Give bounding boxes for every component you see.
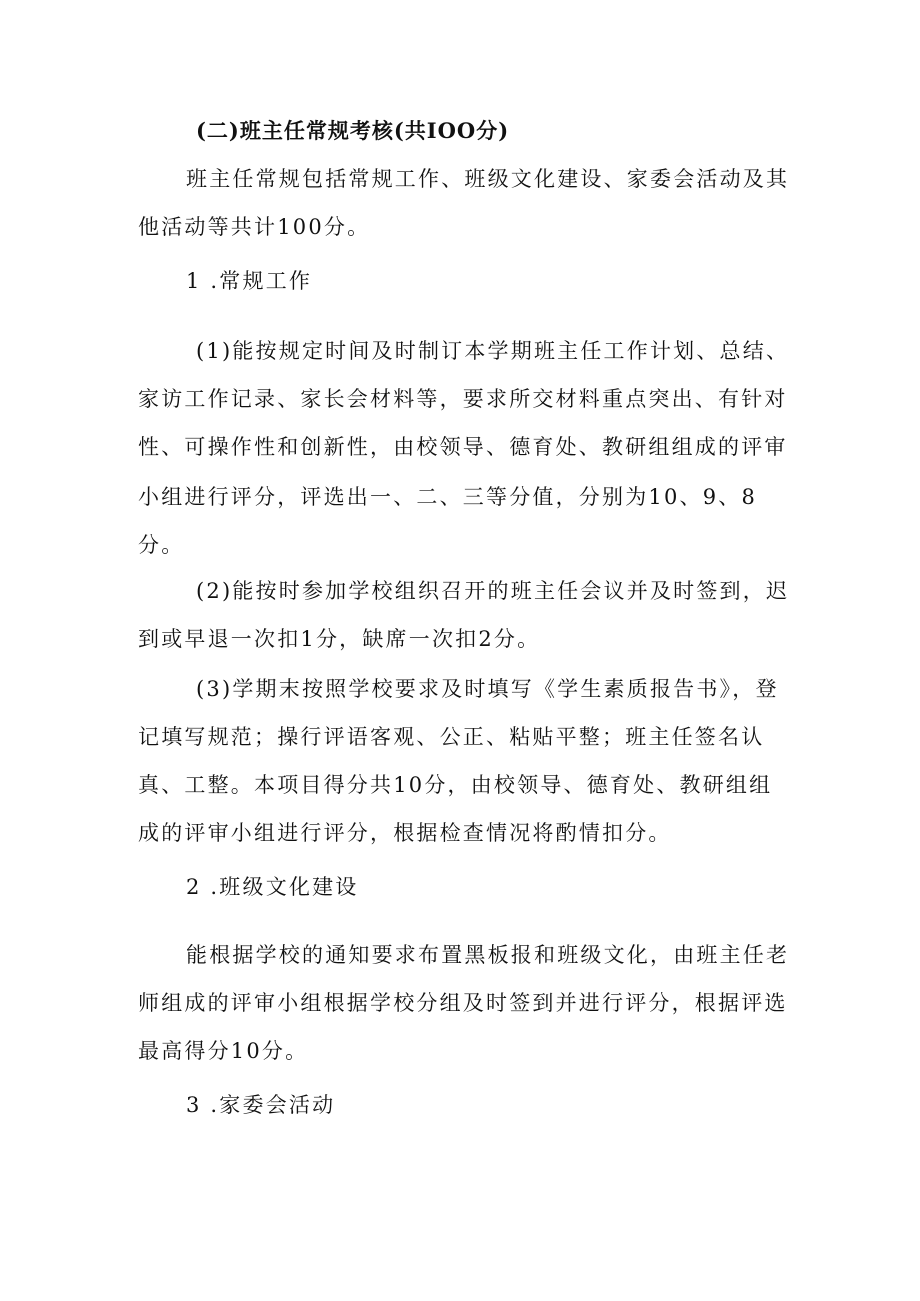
intro-line-2: 他活动等共计100分。 <box>138 215 371 239</box>
heading-parent-committee: 3 .家委会活动 <box>186 1093 336 1117</box>
item-1-line-2: 家访工作记录、家长会材料等，要求所交材料重点突出、有针对 <box>138 387 788 411</box>
item-3-line-4: 成的评审小组进行评分，根据检查情况将酌情扣分。 <box>138 821 672 845</box>
item-3-line-3: 真、工整。本项目得分共10分，由校领导、德育处、教研组组 <box>138 773 773 797</box>
class-culture-line-2: 师组成的评审小组根据学校分组及时签到并进行评分，根据评选 <box>138 991 788 1015</box>
class-culture-line-1: 能根据学校的通知要求布置黑板报和班级文化，由班主任老 <box>186 943 790 967</box>
item-1-line-5: 分。 <box>138 533 185 557</box>
section-title: (二)班主任常规考核(共IOO分) <box>196 118 510 143</box>
intro-line-1: 班主任常规包括常规工作、班级文化建设、家委会活动及其 <box>186 167 790 191</box>
item-3-line-1: (3)学期末按照学校要求及时填写《学生素质报告书》，登 <box>196 677 779 701</box>
class-culture-line-3: 最高得分10分。 <box>138 1039 309 1063</box>
item-2-line-1: (2)能按时参加学校组织召开的班主任会议并及时签到，迟 <box>196 579 790 603</box>
item-1-line-3: 性、可操作性和创新性，由校领导、德育处、教研组组成的评审 <box>138 435 788 459</box>
item-1-line-4: 小组进行评分，评选出一、二、三等分值，分别为10、9、8 <box>138 485 758 509</box>
item-3-line-2: 记填写规范；操行评语客观、公正、粘贴平整；班主任签名认 <box>138 725 765 749</box>
item-1-line-1: (1)能按规定时间及时制订本学期班主任工作计划、总结、 <box>196 339 790 363</box>
heading-routine-work: 1 .常规工作 <box>186 269 313 293</box>
heading-class-culture: 2 .班级文化建设 <box>186 875 359 899</box>
item-2-line-2: 到或早退一次扣1分，缺席一次扣2分。 <box>138 627 541 651</box>
